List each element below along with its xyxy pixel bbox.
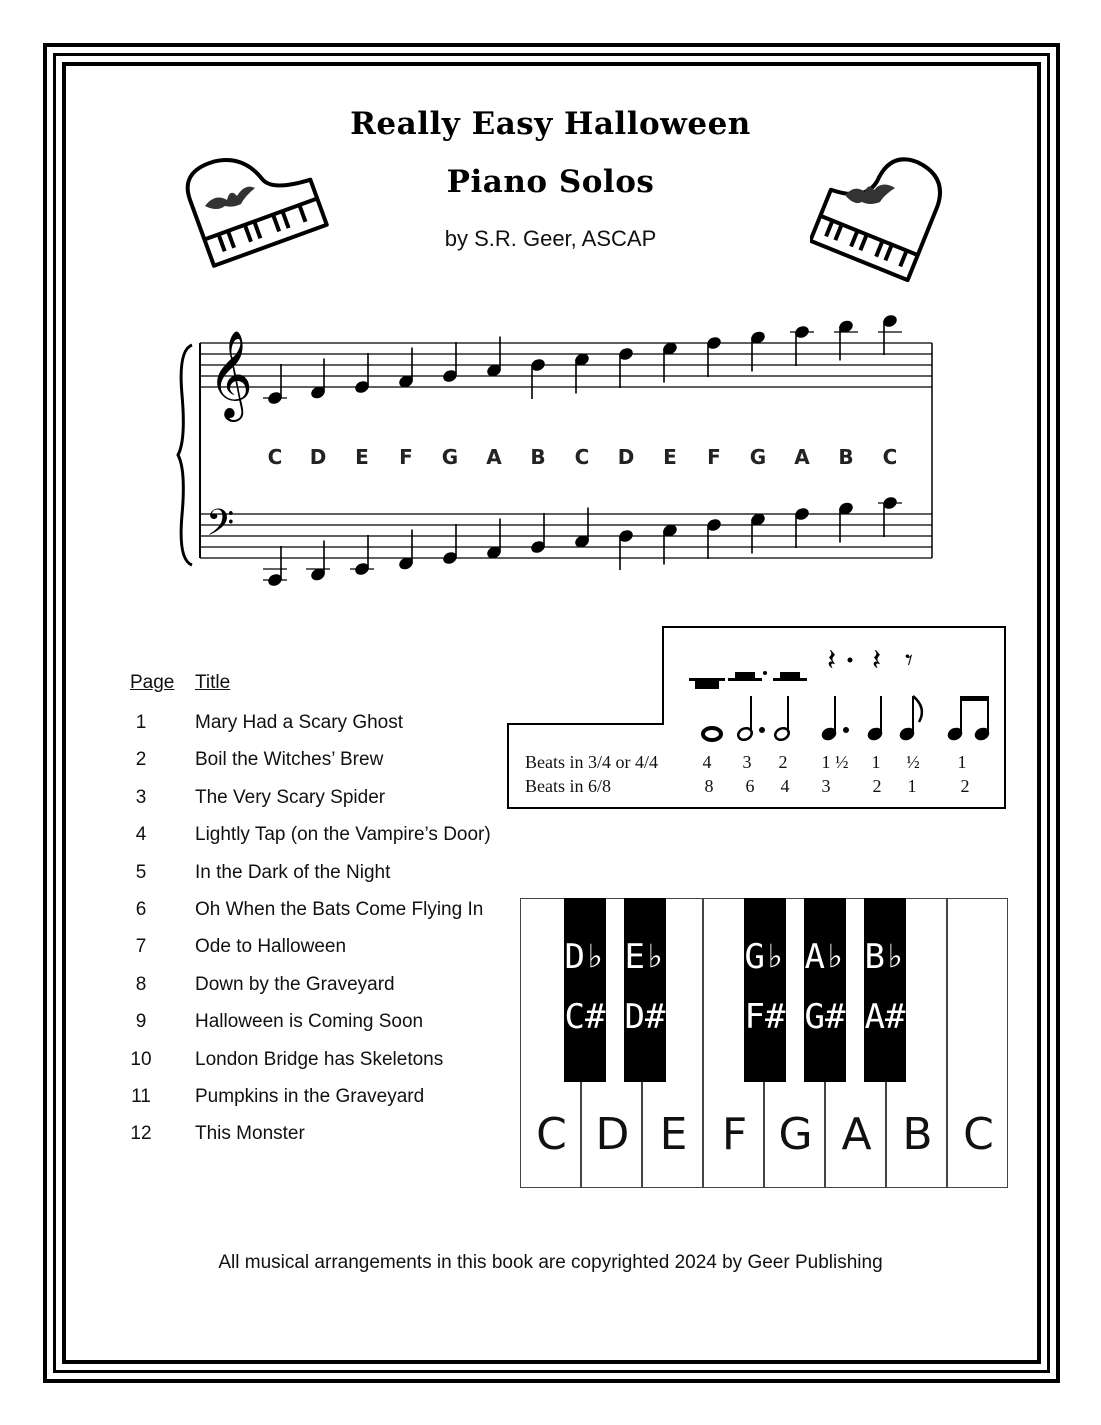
treble-notes [263, 313, 902, 406]
toc-page-header: Page [130, 672, 175, 693]
black-key-sharp-label: C# [564, 997, 606, 1037]
toc-song-title: Lightly Tap (on the Vampire’s Door) [195, 824, 491, 846]
note-name-label: F [399, 445, 413, 469]
toc-song-title: The Very Scary Spider [195, 786, 386, 808]
beat-value-44: 3 [742, 752, 752, 772]
grand-piano-right-icon [810, 140, 950, 290]
black-key-flat-label: G♭ [744, 937, 786, 977]
beat-value-68: 2 [872, 776, 882, 796]
black-key-flat-label: B♭ [864, 937, 906, 977]
white-key-label: C [536, 1109, 567, 1160]
white-key-label: E [659, 1109, 688, 1160]
beat-value-68: 3 [821, 776, 831, 796]
black-key[interactable] [564, 898, 606, 1082]
toc-page-number: 12 [130, 1123, 152, 1145]
bass-clef-icon: 𝄢 [206, 502, 235, 553]
toc-song-title: This Monster [195, 1123, 305, 1145]
toc-title-header: Title [195, 672, 231, 693]
black-key[interactable] [624, 898, 666, 1082]
black-key[interactable] [804, 898, 846, 1082]
note-name-label: C [574, 445, 590, 469]
note-name-label: D [617, 445, 635, 469]
toc-song-title: In the Dark of the Night [195, 861, 391, 883]
black-key-flat-label: E♭ [624, 937, 666, 977]
note-name-label: E [355, 445, 369, 469]
bass-staff [200, 514, 932, 558]
toc-song-title: Mary Had a Scary Ghost [195, 712, 404, 733]
beat-value-68: 1 [907, 776, 917, 796]
note-name-label: B [530, 445, 546, 469]
toc-song-title: Oh When the Bats Come Flying In [195, 899, 484, 920]
toc-page-number: 5 [135, 861, 147, 883]
toc-page-number: 10 [130, 1048, 152, 1070]
toc-page-number: 4 [135, 824, 147, 846]
eighth-rest-icon: 𝄾 [905, 643, 913, 678]
toc-page-number: 6 [135, 899, 147, 920]
white-key-label: B [902, 1109, 933, 1160]
note-name-label: G [749, 445, 767, 469]
white-key-label: C [963, 1109, 994, 1160]
note-name-label: A [486, 445, 502, 469]
byline: by S.R. Geer, ASCAP [444, 226, 657, 251]
black-key-sharp-label: D# [624, 997, 666, 1037]
note-name-label: B [838, 445, 854, 469]
beat-value-68: 8 [704, 776, 714, 796]
note-name-label: C [882, 445, 898, 469]
toc-song-title: Pumpkins in the Graveyard [195, 1086, 425, 1107]
black-key-sharp-label: F# [744, 997, 786, 1037]
note-name-label: F [707, 445, 721, 469]
beat-value-44: 4 [702, 752, 712, 772]
beats-label-44: Beats in 3/4 or 4/4 [525, 752, 658, 772]
whole-rest-icon [695, 680, 719, 689]
beat-value-44: 2 [778, 752, 788, 772]
quarter-rest-icon: 𝄽 [872, 643, 882, 678]
toc-song-title: Down by the Graveyard [195, 973, 395, 995]
toc-page-number: 11 [131, 1086, 151, 1107]
beat-value-68: 4 [780, 776, 790, 796]
black-key-flat-label: D♭ [564, 937, 606, 977]
half-rest-icon [780, 672, 800, 680]
beat-value-68: 6 [745, 776, 755, 796]
toc-page-number: 3 [135, 786, 147, 808]
toc-song-title: Ode to Halloween [195, 936, 347, 958]
note-name-label: E [663, 445, 677, 469]
white-key-label: A [841, 1109, 872, 1160]
treble-clef-icon: 𝄞 [208, 329, 253, 418]
note-name-label: D [309, 445, 327, 469]
white-key-label: D [595, 1109, 630, 1160]
black-key-sharp-label: A# [864, 997, 906, 1037]
piano-keyboard [520, 898, 1008, 1190]
copyright-notice: All musical arrangements in this book are copyrighted 2024 by Geer Publishing [218, 1252, 883, 1273]
grand-piano-left-icon [175, 138, 335, 268]
black-key-sharp-label: G# [804, 997, 846, 1037]
treble-staff [200, 343, 932, 387]
black-key[interactable] [864, 898, 906, 1082]
toc-song-title: Boil the Witches’ Brew [195, 749, 384, 771]
beat-value-44: 1 [957, 752, 967, 772]
toc-page-number: 2 [135, 749, 147, 771]
note-name-label: C [267, 445, 283, 469]
black-key-flat-label: A♭ [804, 937, 846, 977]
toc-song-title: Halloween is Coming Soon [195, 1011, 424, 1033]
white-key-label: G [778, 1109, 813, 1160]
note-name-label: A [794, 445, 810, 469]
black-key[interactable] [744, 898, 786, 1082]
white-key[interactable] [947, 898, 1008, 1188]
beat-value-44: ½ [906, 752, 920, 772]
note-name-label: G [441, 445, 459, 469]
page-subtitle: Piano Solos [446, 164, 655, 200]
dotted-quarter-rest-icon: 𝄽 [827, 643, 837, 678]
bat-icon [205, 187, 255, 209]
staff-brace [178, 345, 192, 565]
toc-page-number: 8 [135, 973, 147, 995]
toc-page-number: 9 [135, 1011, 147, 1033]
white-key-label: F [721, 1109, 748, 1160]
beat-value-68: 2 [960, 776, 970, 796]
bat-icon [845, 184, 895, 204]
toc-page-number: 7 [135, 936, 147, 958]
beats-label-68: Beats in 6/8 [525, 776, 611, 796]
beat-value-44: 1 [871, 752, 881, 772]
toc-page-number: 1 [135, 712, 147, 733]
beat-value-44: 1 ½ [821, 752, 849, 772]
dotted-half-rest-icon [735, 672, 755, 680]
toc-song-title: London Bridge has Skeletons [195, 1048, 444, 1070]
bass-notes [263, 495, 902, 588]
page-title: Really Easy Halloween [350, 106, 751, 142]
